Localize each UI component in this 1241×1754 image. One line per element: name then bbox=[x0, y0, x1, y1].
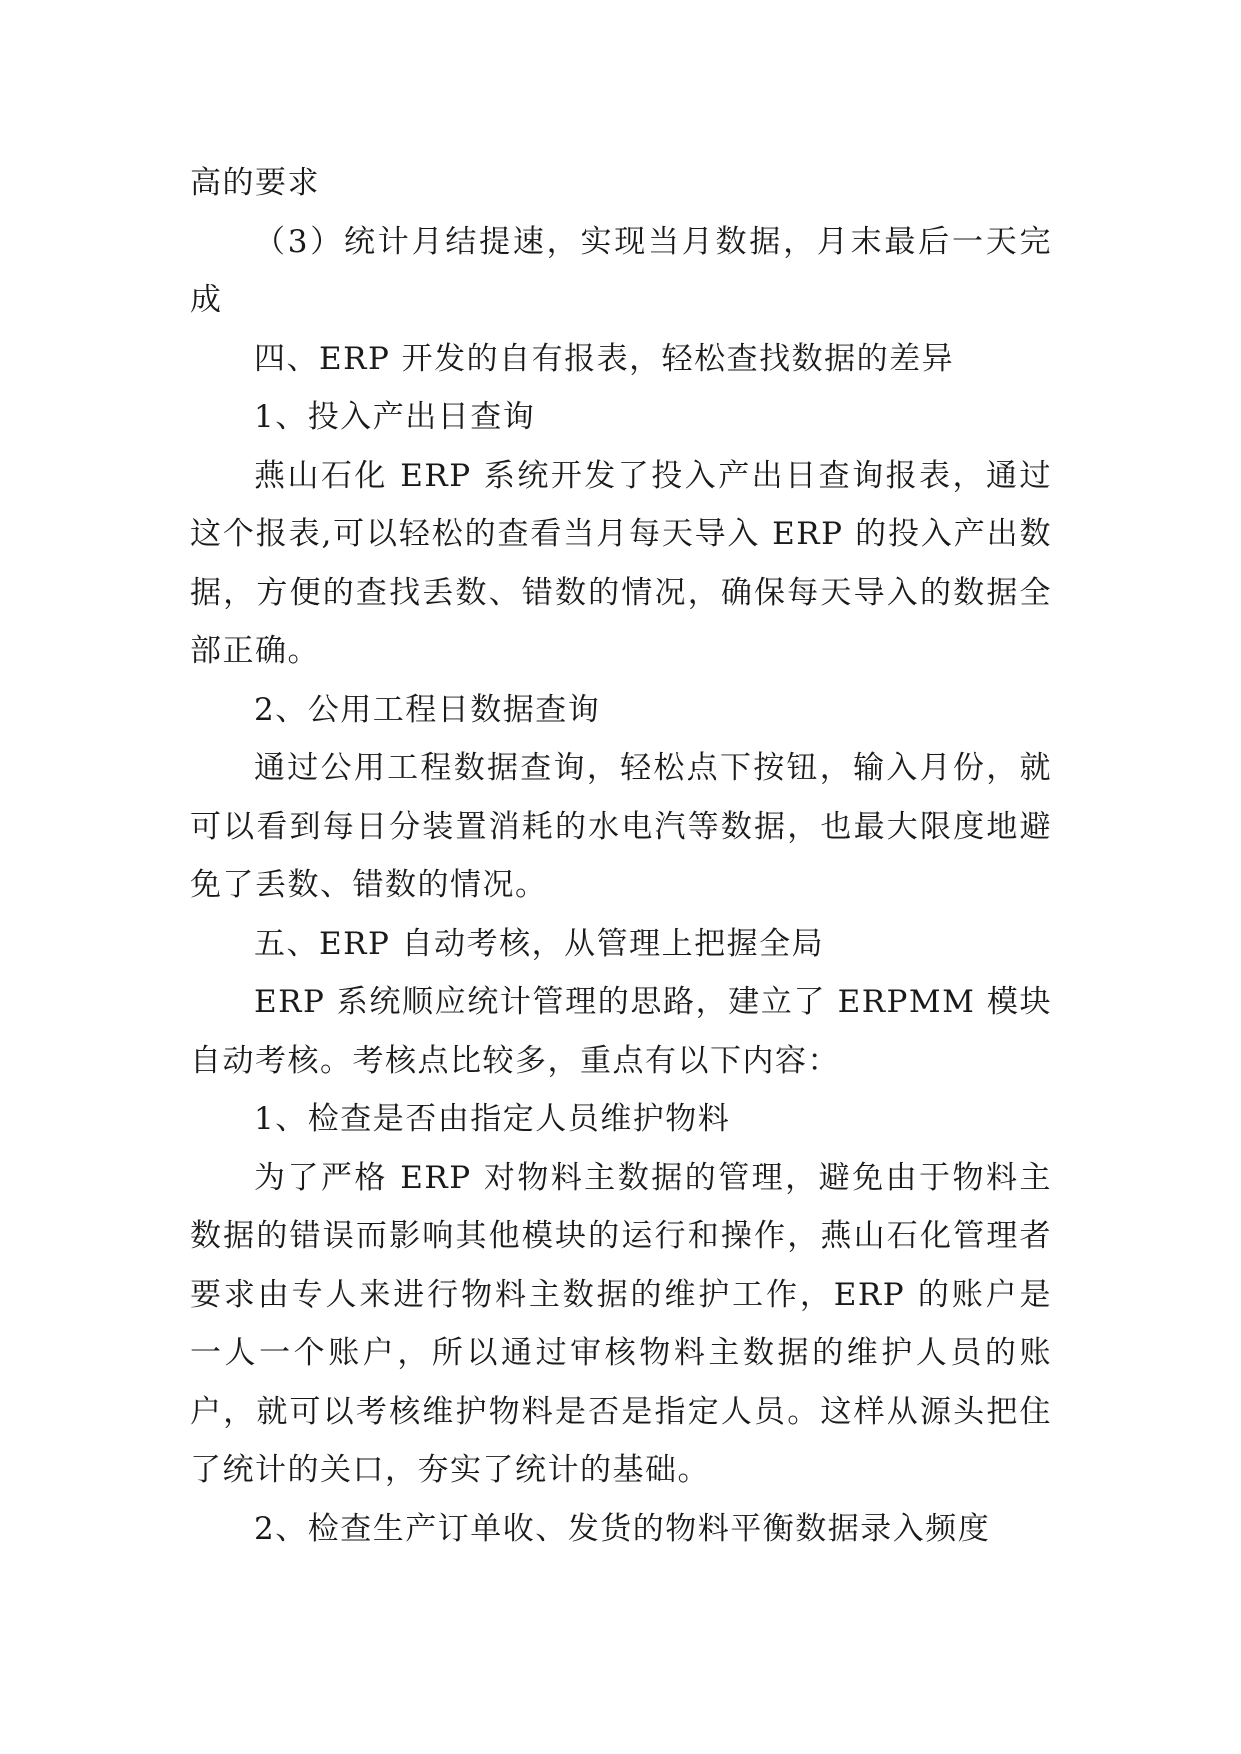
subsection-heading: 1、检查是否由指定人员维护物料 bbox=[254, 1101, 731, 1137]
body-paragraph: ERP 系统顺应统计管理的思路，建立了 ERPMM 模块自动考核。考核点比较多，重点有以下内容： bbox=[190, 984, 1052, 1079]
section-heading: 四、ERP 开发的自有报表，轻松查找数据的差异 bbox=[254, 340, 955, 377]
body-paragraph: 为了严格 ERP 对物料主数据的管理，避免由于物料主数据的错误而影响其他模块的运行和操作，燕山石化管理者要求由专人来进行物料主数据的维护工作，ERP 的账户是一人一个账户，所以通过审核物料主数据的维护人员的账户，就可以考核维护物料是否是指定人员。这样从源头把住了统计的关口，夯实了统计的基础。 bbox=[190, 1159, 1052, 1488]
subsection-heading: 1、投入产出日查询 bbox=[254, 399, 536, 435]
body-paragraph: 通过公用工程数据查询，轻松点下按钮，输入月份，就可以看到每日分装置消耗的水电汽等数据，也最大限度地避免了丢数、错数的情况。 bbox=[190, 750, 1052, 903]
body-paragraph: 燕山石化 ERP 系统开发了投入产出日查询报表，通过这个报表,可以轻松的查看当月每天导入 ERP 的投入产出数据，方便的查找丢数、错数的情况，确保每天导入的数据全部正确。 bbox=[190, 457, 1052, 669]
section-heading: 五、ERP 自动考核，从管理上把握全局 bbox=[254, 925, 825, 962]
subsection-heading: 2、公用工程日数据查询 bbox=[254, 691, 601, 728]
paragraph-continuation: 高的要求 bbox=[190, 165, 320, 201]
paragraph-list-item: （3）统计月结提速，实现当月数据，月末最后一天完成 bbox=[190, 223, 1052, 318]
subsection-heading: 2、检查生产订单收、发货的物料平衡数据录入频度 bbox=[254, 1510, 991, 1547]
document-body bbox=[190, 154, 1052, 1558]
